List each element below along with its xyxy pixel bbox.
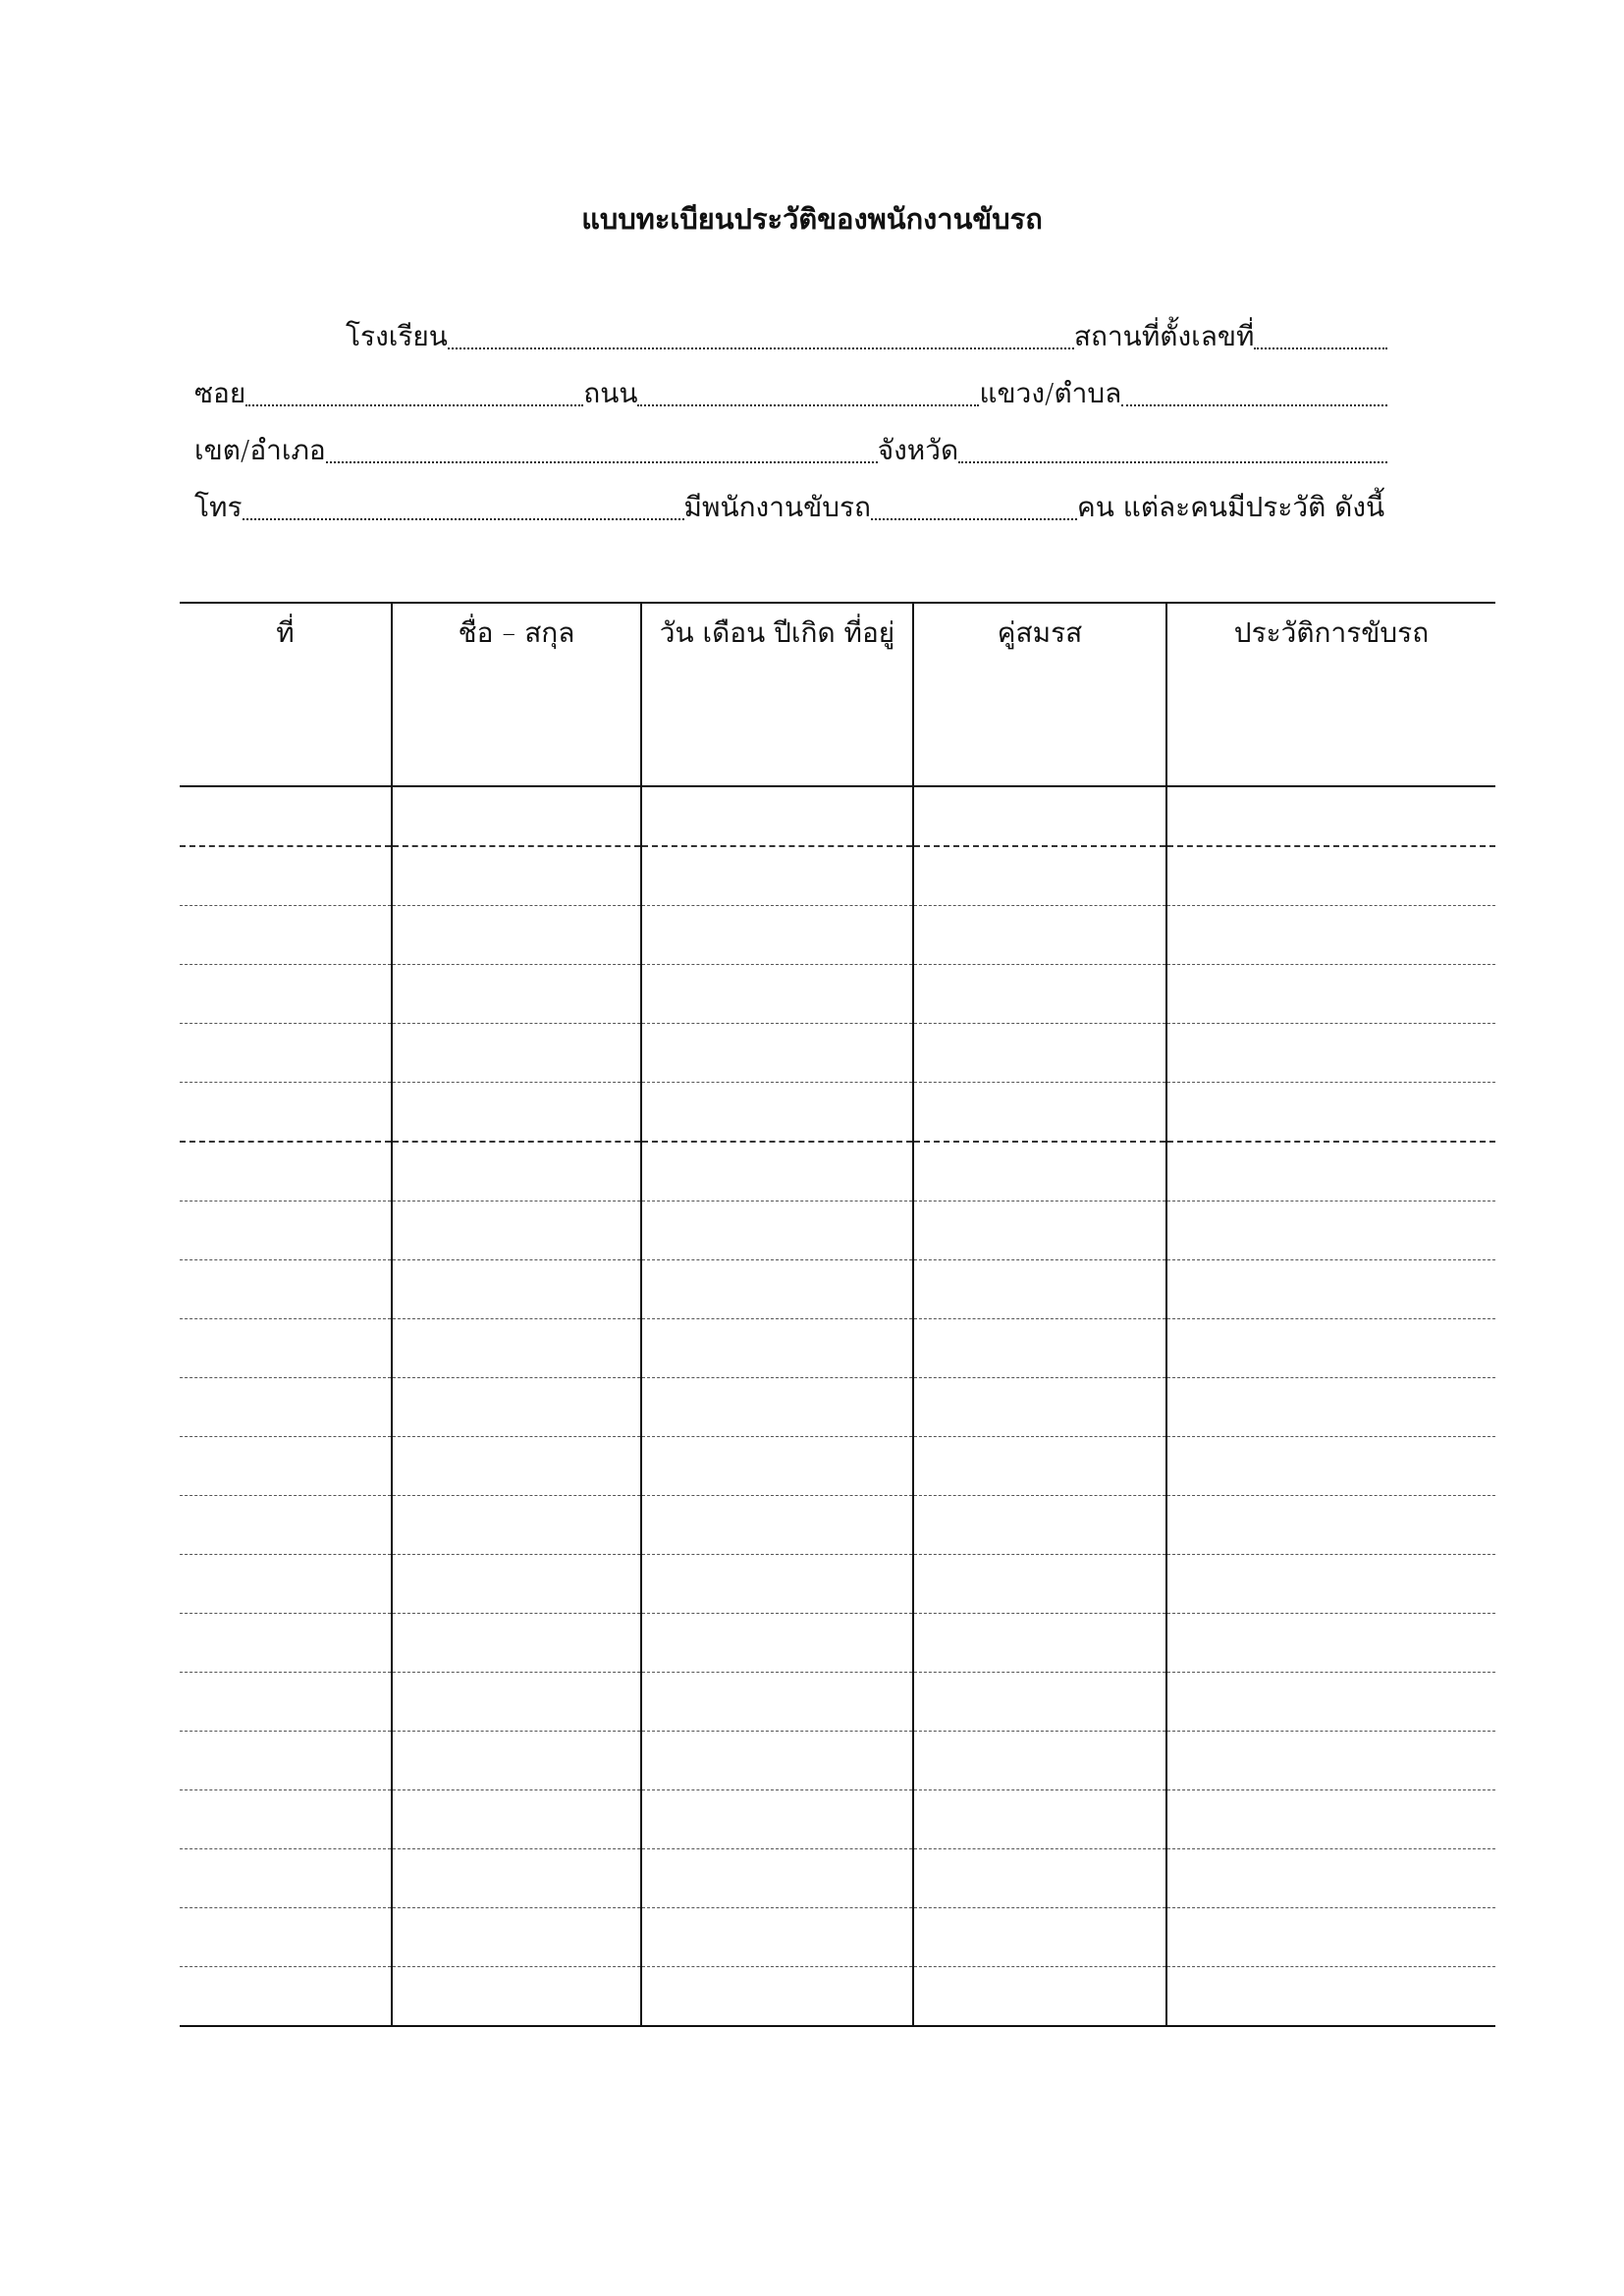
table-row [180,1967,1495,2027]
cell-spouse[interactable] [913,1673,1166,1732]
cell-name[interactable] [392,1496,641,1555]
cell-no[interactable] [180,1849,392,1908]
cell-driving-history[interactable] [1166,1673,1495,1732]
cell-birth-address[interactable] [641,1319,913,1378]
driver-count-field[interactable] [871,518,1077,520]
cell-no[interactable] [180,1908,392,1967]
cell-name[interactable] [392,965,641,1024]
cell-no[interactable] [180,1260,392,1319]
cell-birth-address[interactable] [641,1024,913,1083]
table-row [180,1732,1495,1790]
table-row [180,1437,1495,1496]
cell-driving-history[interactable] [1166,1260,1495,1319]
cell-driving-history[interactable] [1166,1908,1495,1967]
table-row [180,1378,1495,1437]
province-label: จังหวัด [877,434,959,466]
cell-birth-address[interactable] [641,1496,913,1555]
cell-no[interactable] [180,1967,392,2027]
district-label: เขต/อำเภอ [194,434,326,466]
cell-birth-address[interactable] [641,786,913,846]
cell-name[interactable] [392,1142,641,1201]
cell-spouse[interactable] [913,1142,1166,1201]
location-no-label: สถานที่ตั้งเลขที่ [1073,320,1255,352]
cell-no[interactable] [180,906,392,965]
table-row [180,1614,1495,1673]
cell-birth-address[interactable] [641,1732,913,1790]
cell-no[interactable] [180,1201,392,1260]
cell-name[interactable] [392,1260,641,1319]
cell-birth-address[interactable] [641,906,913,965]
cell-birth-address[interactable] [641,1378,913,1437]
cell-no[interactable] [180,1083,392,1143]
table-row [180,1790,1495,1849]
cell-driving-history[interactable] [1166,1201,1495,1260]
header-birth-address: วัน เดือน ปีเกิด ที่อยู่ [641,603,913,786]
cell-no[interactable] [180,1614,392,1673]
cell-name[interactable] [392,786,641,846]
cell-driving-history[interactable] [1166,906,1495,965]
cell-name[interactable] [392,1790,641,1849]
cell-no[interactable] [180,1790,392,1849]
cell-name[interactable] [392,1614,641,1673]
cell-name[interactable] [392,1732,641,1790]
table-row [180,846,1495,906]
cell-spouse[interactable] [913,1908,1166,1967]
school-label: โรงเรียน [346,320,448,352]
cell-spouse[interactable] [913,1790,1166,1849]
cell-name[interactable] [392,1849,641,1908]
table-row [180,1024,1495,1083]
cell-name[interactable] [392,1908,641,1967]
cell-birth-address[interactable] [641,1908,913,1967]
cell-name[interactable] [392,1967,641,2027]
cell-birth-address[interactable] [641,1849,913,1908]
cell-spouse[interactable] [913,1201,1166,1260]
cell-spouse[interactable] [913,846,1166,906]
cell-no[interactable] [180,1555,392,1614]
table-row [180,1673,1495,1732]
cell-driving-history[interactable] [1166,1142,1495,1201]
cell-driving-history[interactable] [1166,1496,1495,1555]
cell-birth-address[interactable] [641,1201,913,1260]
cell-name[interactable] [392,1673,641,1732]
cell-name[interactable] [392,1437,641,1496]
cell-name[interactable] [392,1201,641,1260]
header-name: ชื่อ – สกุล [392,603,641,786]
table-row [180,1908,1495,1967]
form-title: แบบทะเบียนประวัติของพนักงานขับรถ [581,202,1043,236]
cell-no[interactable] [180,1378,392,1437]
cell-birth-address[interactable] [641,1673,913,1732]
cell-spouse[interactable] [913,1319,1166,1378]
header-no: ที่ [180,603,392,786]
cell-spouse[interactable] [913,965,1166,1024]
soi-field[interactable] [245,404,583,406]
driver-register-table [180,602,1495,2027]
cell-name[interactable] [392,846,641,906]
cell-driving-history[interactable] [1166,1378,1495,1437]
phone-field[interactable] [243,518,684,520]
table-row [180,965,1495,1024]
table-row [180,1849,1495,1908]
cell-birth-address[interactable] [641,846,913,906]
cell-name[interactable] [392,1083,641,1143]
cell-birth-address[interactable] [641,1260,913,1319]
cell-driving-history[interactable] [1166,1555,1495,1614]
cell-spouse[interactable] [913,1967,1166,2027]
cell-spouse[interactable] [913,1496,1166,1555]
cell-spouse[interactable] [913,1555,1166,1614]
cell-driving-history[interactable] [1166,1437,1495,1496]
cell-birth-address[interactable] [641,1142,913,1201]
table-row [180,786,1495,846]
cell-driving-history[interactable] [1166,1732,1495,1790]
table-row [180,1142,1495,1201]
cell-no[interactable] [180,965,392,1024]
cell-no[interactable] [180,1673,392,1732]
district-field[interactable] [326,461,878,463]
cell-spouse[interactable] [913,1437,1166,1496]
cell-no[interactable] [180,786,392,846]
soi-label: ซอย [194,377,246,409]
cell-no[interactable] [180,1437,392,1496]
cell-birth-address[interactable] [641,1437,913,1496]
form-row-phone [194,486,1387,529]
subdistrict-label: แขวง/ตำบล [979,377,1122,409]
cell-name[interactable] [392,1555,641,1614]
table-row [180,1260,1495,1319]
table-body [180,786,1495,2026]
cell-driving-history[interactable] [1166,1319,1495,1378]
form-row-school [346,315,1387,358]
cell-driving-history[interactable] [1166,1083,1495,1143]
cell-driving-history[interactable] [1166,965,1495,1024]
cell-no[interactable] [180,846,392,906]
cell-name[interactable] [392,1378,641,1437]
cell-driving-history[interactable] [1166,1790,1495,1849]
cell-no[interactable] [180,1319,392,1378]
driver-count-label: มีพนักงานขับรถ [683,491,871,523]
cell-birth-address[interactable] [641,1790,913,1849]
phone-label: โทร [194,491,243,523]
cell-driving-history[interactable] [1166,846,1495,906]
table-row [180,1496,1495,1555]
cell-driving-history[interactable] [1166,1614,1495,1673]
table-row [180,1083,1495,1143]
cell-birth-address[interactable] [641,1614,913,1673]
form-row-district [194,429,1387,472]
cell-no[interactable] [180,1142,392,1201]
cell-name[interactable] [392,906,641,965]
cell-spouse[interactable] [913,786,1166,846]
cell-driving-history[interactable] [1166,786,1495,846]
cell-driving-history[interactable] [1166,1024,1495,1083]
cell-birth-address[interactable] [641,1967,913,2027]
subdistrict-field[interactable] [1121,404,1387,406]
table-row [180,1319,1495,1378]
province-field[interactable] [958,461,1387,463]
cell-spouse[interactable] [913,1083,1166,1143]
driver-count-suffix: คน แต่ละคนมีประวัติ ดังนี้ [1077,491,1385,523]
header-spouse: คู่สมรส [913,603,1166,786]
road-field[interactable] [637,404,979,406]
cell-spouse[interactable] [913,1378,1166,1437]
cell-birth-address[interactable] [641,1083,913,1143]
cell-no[interactable] [180,1024,392,1083]
cell-birth-address[interactable] [641,1555,913,1614]
cell-birth-address[interactable] [641,965,913,1024]
cell-name[interactable] [392,1024,641,1083]
cell-spouse[interactable] [913,906,1166,965]
cell-name[interactable] [392,1319,641,1378]
cell-spouse[interactable] [913,1849,1166,1908]
cell-no[interactable] [180,1496,392,1555]
cell-spouse[interactable] [913,1260,1166,1319]
cell-driving-history[interactable] [1166,1849,1495,1908]
form-row-address [194,372,1387,415]
cell-spouse[interactable] [913,1024,1166,1083]
road-label: ถนน [583,377,638,409]
table-row [180,1555,1495,1614]
cell-spouse[interactable] [913,1732,1166,1790]
school-field[interactable] [448,347,1074,349]
header-driving-history: ประวัติการขับรถ [1166,603,1495,786]
cell-spouse[interactable] [913,1614,1166,1673]
cell-no[interactable] [180,1732,392,1790]
cell-driving-history[interactable] [1166,1967,1495,2027]
table-row [180,1201,1495,1260]
location-no-field[interactable] [1254,347,1387,349]
table-row [180,906,1495,965]
table-header-row [180,603,1495,786]
